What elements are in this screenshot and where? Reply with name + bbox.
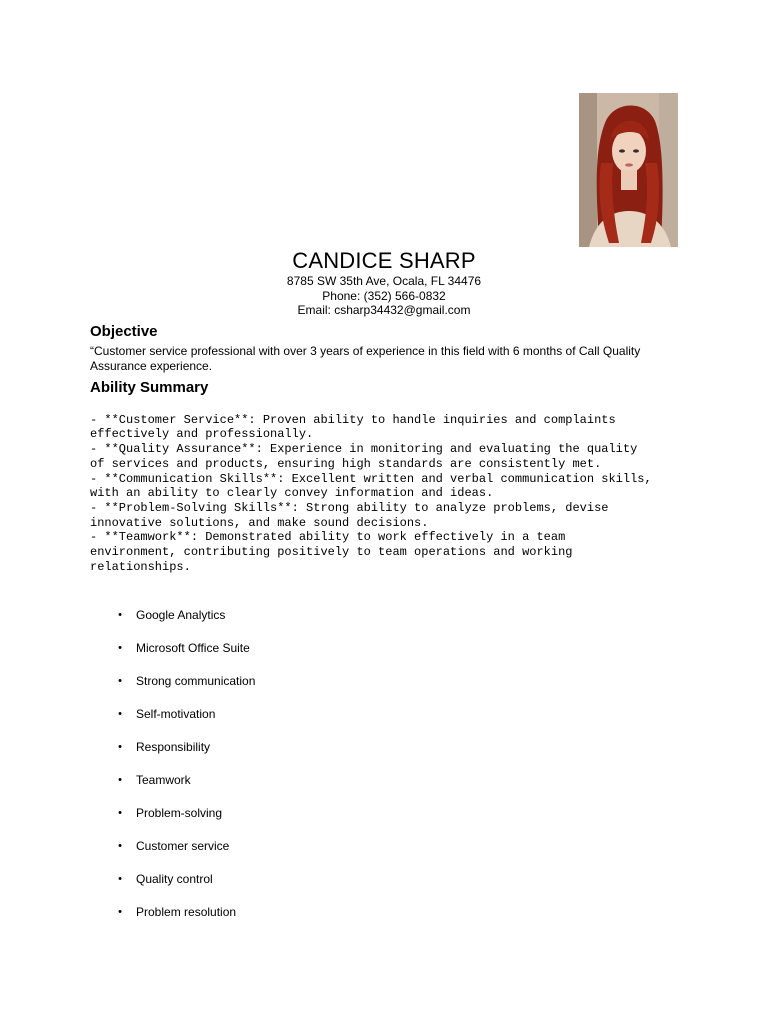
- bullet-icon: •: [118, 906, 122, 918]
- skill-label: Quality control: [136, 872, 213, 886]
- bullet-icon: •: [118, 609, 122, 621]
- skill-label: Self-motivation: [136, 707, 216, 721]
- skill-label: Strong communication: [136, 674, 256, 688]
- bullet-icon: •: [118, 708, 122, 720]
- objective-text: “Customer service professional with over 3 years of experience in this field with 6 months of Call Quality Assurance experience.: [90, 344, 641, 373]
- bullet-icon: •: [118, 741, 122, 753]
- ability-line: effectively and professionally.: [90, 427, 314, 442]
- bullet-icon: •: [118, 642, 122, 654]
- ability-line: with an ability to clearly convey information and ideas.: [90, 486, 494, 501]
- ability-line: - **Customer Service**: Proven ability to handle inquiries and complaints: [90, 412, 616, 427]
- skill-label: Responsibility: [136, 740, 211, 754]
- skill-label: Problem-solving: [136, 806, 223, 820]
- ability-line: environment, contributing positively to team operations and working: [90, 545, 573, 560]
- objective-heading: Objective: [90, 323, 158, 340]
- ability-line: - **Teamwork**: Demonstrated ability to work effectively in a team: [90, 530, 566, 545]
- ability-line: innovative solutions, and make sound decisions.: [90, 515, 429, 530]
- bullet-icon: •: [118, 873, 122, 885]
- phone-line: Phone: (352) 566-0832: [322, 289, 446, 303]
- skill-label: Teamwork: [136, 773, 191, 787]
- skill-label: Microsoft Office Suite: [136, 641, 250, 655]
- skill-label: Problem resolution: [136, 905, 237, 919]
- ability-line: of services and products, ensuring high standards are consistently met.: [90, 456, 602, 471]
- ability-summary-text: [90, 398, 690, 574]
- portrait-image: [579, 93, 678, 247]
- bullet-icon: •: [118, 675, 122, 687]
- profile-photo: [579, 93, 678, 247]
- skill-label: Customer service: [136, 839, 230, 853]
- bullet-icon: •: [118, 774, 122, 786]
- bullet-icon: •: [118, 840, 122, 852]
- address-line: 8785 SW 35th Ave, Ocala, FL 34476: [286, 274, 482, 288]
- ability-line: - **Communication Skills**: Excellent written and verbal communication skills,: [90, 471, 652, 486]
- ability-line: relationships.: [90, 559, 191, 574]
- email-line: Email: csharp34432@gmail.com: [297, 303, 471, 317]
- ability-line: - **Problem-Solving Skills**: Strong ability to analyze problems, devise: [90, 500, 609, 515]
- candidate-name: CANDICE SHARP: [292, 248, 476, 273]
- ability-line: - **Quality Assurance**: Experience in monitoring and evaluating the quality: [90, 442, 638, 457]
- skill-label: Google Analytics: [136, 608, 226, 622]
- bullet-icon: •: [118, 807, 122, 819]
- ability-summary-heading: Ability Summary: [90, 379, 209, 396]
